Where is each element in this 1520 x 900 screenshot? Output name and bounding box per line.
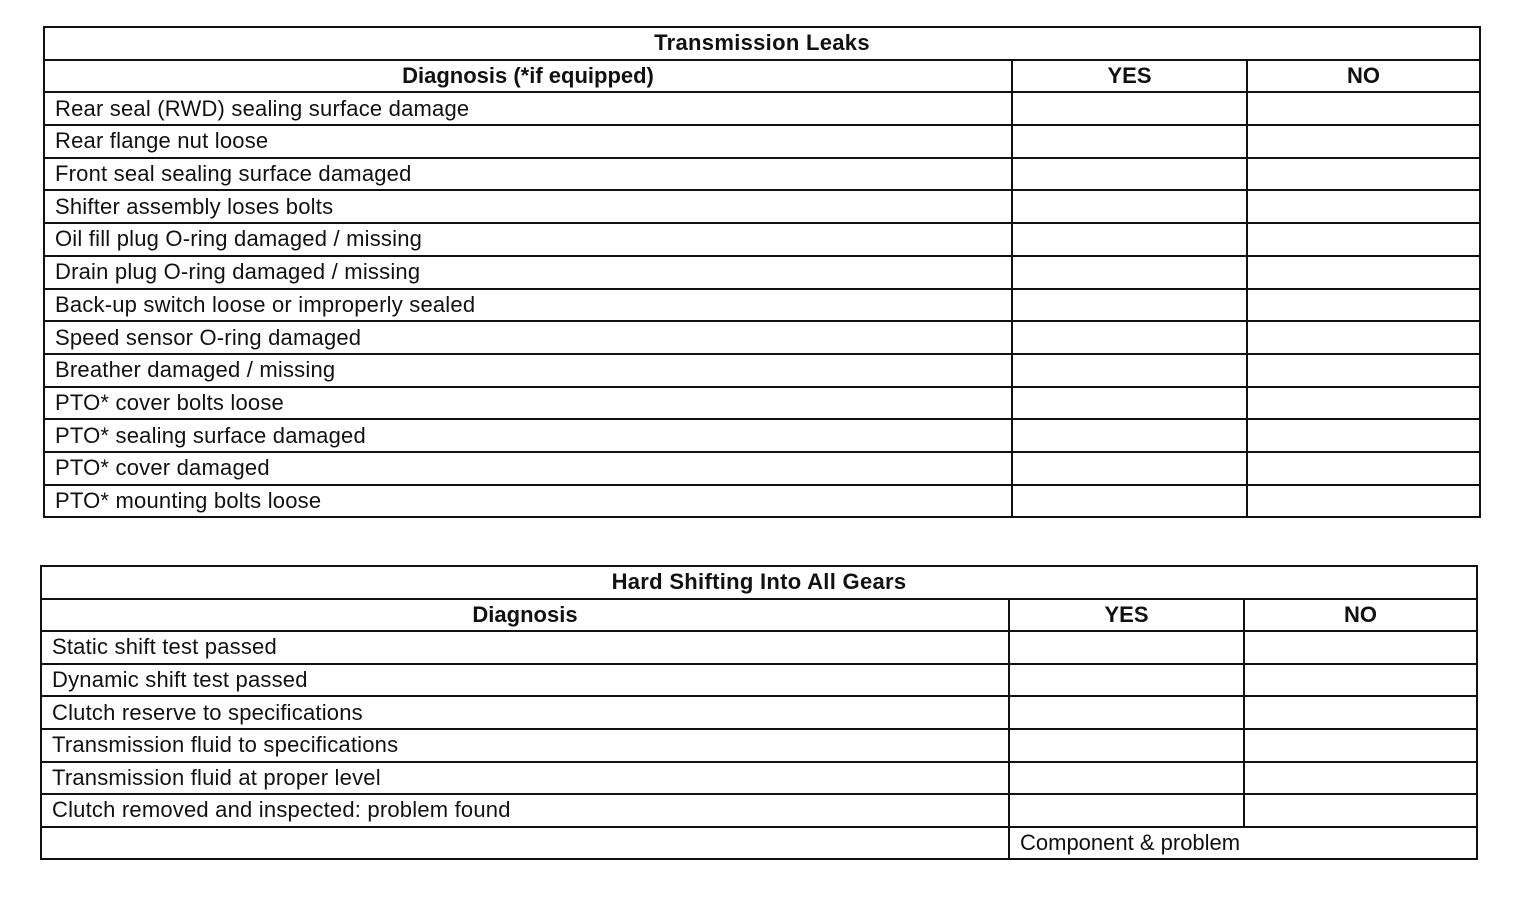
diagnosis-item: Rear flange nut loose <box>44 125 1012 158</box>
table-row <box>44 387 1480 420</box>
yes-checkbox-cell[interactable] <box>1009 794 1244 827</box>
yes-checkbox-cell[interactable] <box>1012 485 1247 518</box>
yes-checkbox-cell[interactable] <box>1009 664 1244 697</box>
diagnosis-column-header: Diagnosis (*if equipped) <box>44 60 1012 93</box>
table-row <box>44 419 1480 452</box>
table-row <box>44 223 1480 256</box>
no-checkbox-cell[interactable] <box>1247 289 1480 322</box>
diagnosis-item: Clutch removed and inspected: problem found <box>41 794 1009 827</box>
diagnosis-item: Back-up switch loose or improperly sealed <box>44 289 1012 322</box>
diagnosis-item: Oil fill plug O-ring damaged / missing <box>44 223 1012 256</box>
table-row <box>41 631 1477 664</box>
table-row <box>41 794 1477 827</box>
diagnosis-item: Rear seal (RWD) sealing surface damage <box>44 92 1012 125</box>
no-checkbox-cell[interactable] <box>1247 190 1480 223</box>
blank-notes-cell[interactable] <box>41 827 1009 860</box>
yes-column-header: YES <box>1012 60 1247 93</box>
no-checkbox-cell[interactable] <box>1244 664 1477 697</box>
diagnosis-item: Static shift test passed <box>41 631 1009 664</box>
table-row <box>44 256 1480 289</box>
transmission-leaks-table <box>43 26 1481 518</box>
no-checkbox-cell[interactable] <box>1247 223 1480 256</box>
no-checkbox-cell[interactable] <box>1247 125 1480 158</box>
no-checkbox-cell[interactable] <box>1247 485 1480 518</box>
yes-checkbox-cell[interactable] <box>1012 321 1247 354</box>
no-column-header: NO <box>1244 599 1477 632</box>
no-checkbox-cell[interactable] <box>1244 696 1477 729</box>
footer-row <box>41 827 1477 860</box>
table-row <box>41 729 1477 762</box>
yes-checkbox-cell[interactable] <box>1009 696 1244 729</box>
yes-column-header: YES <box>1009 599 1244 632</box>
diagnosis-item: PTO* mounting bolts loose <box>44 485 1012 518</box>
yes-checkbox-cell[interactable] <box>1009 762 1244 795</box>
diagnosis-item: Drain plug O-ring damaged / missing <box>44 256 1012 289</box>
table-row <box>44 485 1480 518</box>
hard-shifting-table <box>40 565 1478 860</box>
table-title-row <box>44 27 1480 60</box>
table-title: Transmission Leaks <box>44 27 1480 60</box>
yes-checkbox-cell[interactable] <box>1012 289 1247 322</box>
diagnosis-item: Breather damaged / missing <box>44 354 1012 387</box>
yes-checkbox-cell[interactable] <box>1012 419 1247 452</box>
table-title-row <box>41 566 1477 599</box>
table-row <box>44 158 1480 191</box>
yes-checkbox-cell[interactable] <box>1012 256 1247 289</box>
no-checkbox-cell[interactable] <box>1247 92 1480 125</box>
no-checkbox-cell[interactable] <box>1247 321 1480 354</box>
no-column-header: NO <box>1247 60 1480 93</box>
diagnosis-item: Dynamic shift test passed <box>41 664 1009 697</box>
no-checkbox-cell[interactable] <box>1247 387 1480 420</box>
table-row <box>41 696 1477 729</box>
table-header-row <box>44 60 1480 93</box>
no-checkbox-cell[interactable] <box>1244 794 1477 827</box>
no-checkbox-cell[interactable] <box>1244 762 1477 795</box>
diagnosis-item: Shifter assembly loses bolts <box>44 190 1012 223</box>
component-problem-field[interactable]: Component & problem <box>1009 827 1477 860</box>
table-row <box>44 354 1480 387</box>
diagnosis-item: Clutch reserve to specifications <box>41 696 1009 729</box>
yes-checkbox-cell[interactable] <box>1012 158 1247 191</box>
yes-checkbox-cell[interactable] <box>1012 92 1247 125</box>
diagnosis-item: PTO* sealing surface damaged <box>44 419 1012 452</box>
table-row <box>44 190 1480 223</box>
diagnosis-item: PTO* cover damaged <box>44 452 1012 485</box>
table-title: Hard Shifting Into All Gears <box>41 566 1477 599</box>
yes-checkbox-cell[interactable] <box>1012 387 1247 420</box>
table-row <box>44 125 1480 158</box>
yes-checkbox-cell[interactable] <box>1012 125 1247 158</box>
table-row <box>41 664 1477 697</box>
no-checkbox-cell[interactable] <box>1247 419 1480 452</box>
no-checkbox-cell[interactable] <box>1247 354 1480 387</box>
table-row <box>44 321 1480 354</box>
no-checkbox-cell[interactable] <box>1244 729 1477 762</box>
yes-checkbox-cell[interactable] <box>1012 190 1247 223</box>
no-checkbox-cell[interactable] <box>1244 631 1477 664</box>
table-row <box>44 452 1480 485</box>
diagnosis-column-header: Diagnosis <box>41 599 1009 632</box>
diagnosis-item: Speed sensor O-ring damaged <box>44 321 1012 354</box>
yes-checkbox-cell[interactable] <box>1009 729 1244 762</box>
table-row <box>41 762 1477 795</box>
no-checkbox-cell[interactable] <box>1247 452 1480 485</box>
yes-checkbox-cell[interactable] <box>1012 223 1247 256</box>
diagnosis-item: PTO* cover bolts loose <box>44 387 1012 420</box>
yes-checkbox-cell[interactable] <box>1012 452 1247 485</box>
diagnosis-item: Transmission fluid at proper level <box>41 762 1009 795</box>
table-header-row <box>41 599 1477 632</box>
yes-checkbox-cell[interactable] <box>1009 631 1244 664</box>
table-row <box>44 92 1480 125</box>
no-checkbox-cell[interactable] <box>1247 158 1480 191</box>
diagnosis-item: Transmission fluid to specifications <box>41 729 1009 762</box>
no-checkbox-cell[interactable] <box>1247 256 1480 289</box>
table-row <box>44 289 1480 322</box>
yes-checkbox-cell[interactable] <box>1012 354 1247 387</box>
diagnosis-item: Front seal sealing surface damaged <box>44 158 1012 191</box>
